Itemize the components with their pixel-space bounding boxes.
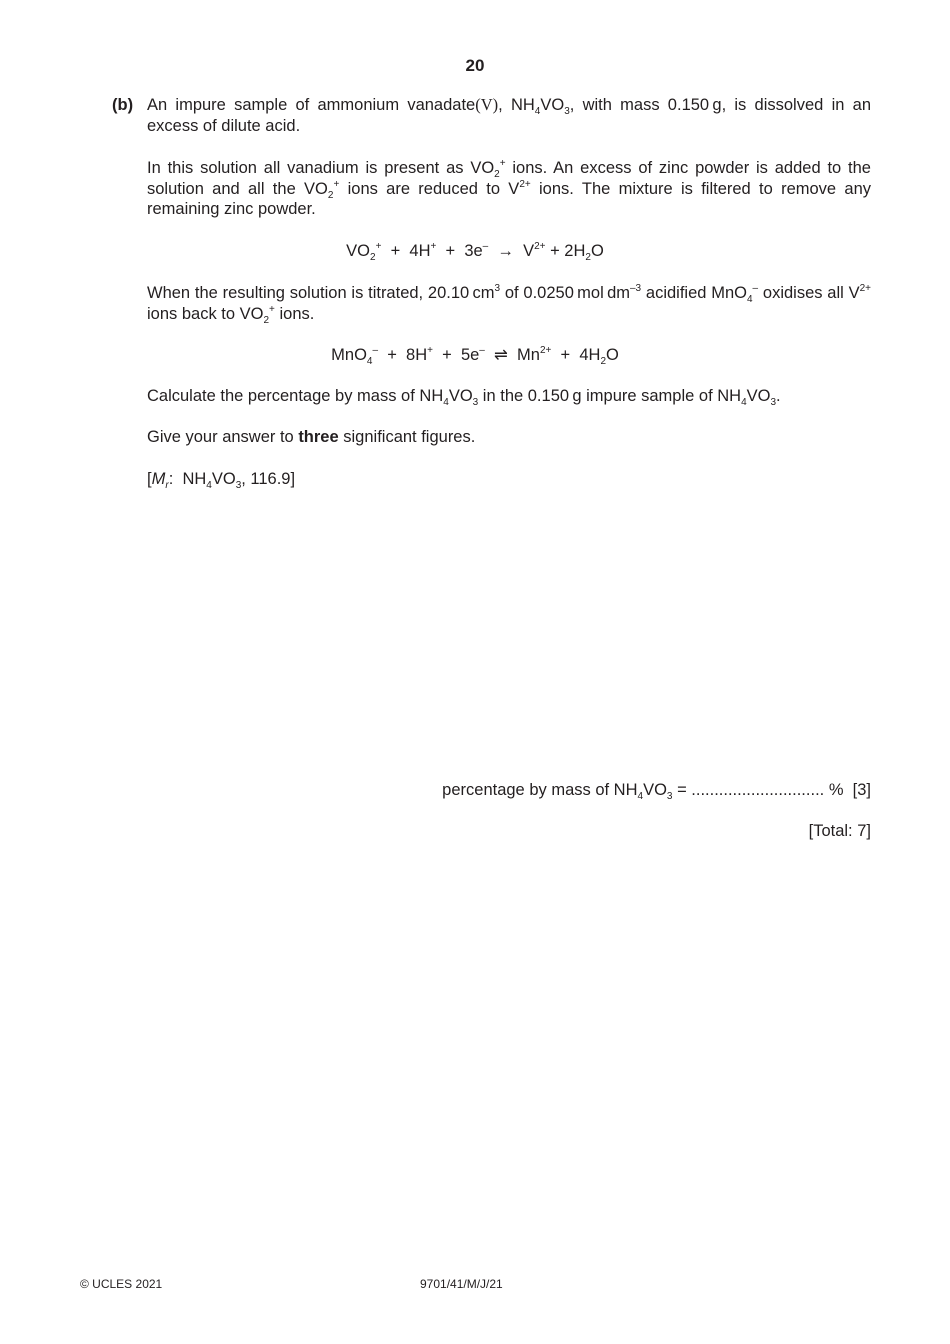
reaction-arrow-icon: → [497, 242, 514, 260]
vanadium-reduction-equation: $VO_2^+ + 4H^+ + 3e^- \to V^{2+} + 2H_2O$ [346, 241, 604, 263]
titration-paragraph: When the resulting solution is titrated, 20.10 $cm^3$ of 0.0250 mol $dm^{-3}$ acidified MnO$_4$– oxidises all $V^{2+}$ ions back to $VO_2^+$ ions. [147, 283, 871, 326]
intro-paragraph: An impure sample of ammonium vanadate(V), $NH_4VO_3$, with mass 0.150 g, is dissolved in an excess of dilute acid. [147, 95, 871, 135]
permanganate-equation: MnO$_4$– + 8H+ + 5e– ⇌ $Mn^{2+} + 4H_2O$ [331, 345, 619, 367]
total-marks: [Total: 7] [808, 822, 871, 840]
footer-copyright: © UCLES 2021 [80, 1277, 163, 1291]
question-part-label: (b) [112, 96, 134, 114]
answer-line[interactable]: percentage by mass of $NH_4VO_3$ = ............................. % [3] [442, 781, 871, 802]
sig-fig-instruction: Give your answer to three significant figures. [147, 428, 476, 446]
page-number: 20 [465, 56, 485, 75]
relative-formula-mass: [$M_r$: $NH_4VO_3$, 116.9] [147, 470, 296, 491]
footer-paper-code: 9701/41/M/J/21 [420, 1277, 503, 1291]
calculate-instruction: Calculate the percentage by mass of $NH_4VO_3$ in the 0.150 g impure sample of $NH_4VO_3$. [147, 387, 781, 408]
equilibrium-arrow-icon: ⇌ [494, 346, 508, 364]
reduction-paragraph: In this solution all vanadium is present as $VO_2^+$ ions. An excess of zinc powder is added to the solution and all the $VO_2^+$ ions are reduced to $V^{2+}$ ions. The mixture is filtered to remove any remaining zinc powder. [147, 158, 872, 219]
